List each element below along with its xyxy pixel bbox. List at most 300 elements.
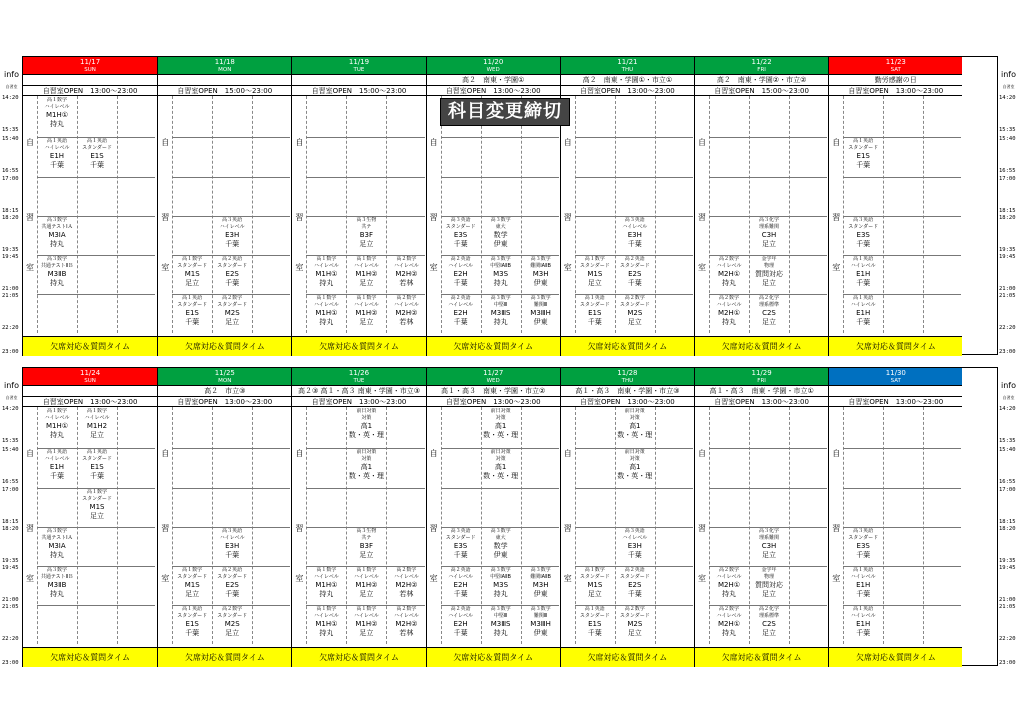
class-code: E1S: [856, 152, 870, 160]
class-level: ハイレベル: [44, 104, 70, 110]
class-teacher: 持丸: [493, 279, 508, 287]
class-level: スタンダード: [619, 613, 650, 619]
class-teacher: 足立: [185, 279, 200, 287]
time-label: 17:00: [999, 176, 1016, 182]
study-room-char: 自: [161, 138, 170, 147]
class-cell: [575, 567, 615, 604]
class-teacher: 数・英・理: [348, 472, 384, 480]
class-teacher: 持丸: [493, 629, 508, 637]
class-code: E3S: [856, 231, 870, 239]
class-level: ハイレベル: [219, 535, 245, 541]
study-room-char: 自: [698, 449, 706, 458]
class-teacher: 足立: [90, 512, 104, 520]
class-teacher: 千葉: [185, 629, 200, 637]
question-time-footer: 欠席対応＆質問タイム: [695, 336, 828, 356]
class-code: M2H①: [717, 581, 741, 589]
day-info: 勤労感謝の日: [829, 74, 962, 85]
question-time-footer: 欠席対応＆質問タイム: [427, 336, 560, 356]
class-code: 高1: [629, 463, 641, 471]
column-divider: [117, 96, 118, 333]
day-info: 高２ 南東・学園①: [427, 74, 560, 85]
study-room-char: 自: [26, 138, 34, 147]
class-teacher: 若林: [399, 318, 414, 326]
class-cell: [212, 567, 252, 604]
class-teacher: 足立: [359, 551, 374, 559]
day-date: 11/18: [158, 57, 291, 67]
class-subject: 高３数学: [530, 606, 551, 612]
class-level: ハイレベル: [448, 302, 474, 308]
study-room-char: 習: [563, 213, 572, 222]
class-level: スタンダード: [445, 535, 476, 541]
class-subject: 高２英語: [450, 606, 471, 612]
class-code: E1H: [856, 309, 871, 317]
class-teacher: 持丸: [319, 318, 334, 326]
class-level: ハイレベル: [393, 302, 419, 308]
class-cell: [386, 567, 426, 604]
time-label: 18:15: [999, 208, 1016, 214]
class-code: E2H: [453, 581, 468, 589]
row-divider: [441, 177, 559, 178]
class-teacher: 千葉: [856, 240, 871, 248]
day-column-11-25: [157, 368, 291, 667]
study-room-hours: 自習室OPEN 13:00～23:00: [292, 396, 425, 407]
class-level: ハイレベル: [313, 574, 339, 580]
day-info: [23, 385, 157, 396]
class-code: M1S: [89, 503, 105, 511]
study-room-char: 習: [295, 524, 304, 533]
class-subject: 高１数学: [356, 567, 377, 573]
day-date: 11/28: [561, 368, 694, 378]
study-room-char: 習: [698, 213, 706, 222]
day-info: 高１・高３ 南東・学園・市立①: [695, 385, 828, 396]
time-label: 18:20: [999, 215, 1016, 221]
class-teacher: 足立: [225, 318, 240, 326]
class-subject: 高１英語: [853, 606, 874, 612]
info-label: info: [3, 381, 19, 390]
class-cell: [615, 295, 655, 332]
class-subject: 高１英語: [46, 138, 67, 144]
class-code: E1S: [90, 152, 104, 160]
class-teacher: 千葉: [856, 629, 871, 637]
class-teacher: 持丸: [50, 590, 64, 598]
class-subject: 高３英語: [853, 217, 874, 223]
class-code: M1H①: [315, 581, 338, 589]
class-code: M2H②: [395, 309, 418, 317]
study-room-char: 自: [161, 449, 170, 458]
column-divider: [252, 407, 253, 644]
class-code: E2H: [453, 270, 468, 278]
class-teacher: 足立: [359, 318, 374, 326]
class-level: 対策: [629, 415, 640, 421]
day-column-11-19: [291, 57, 425, 356]
class-cell: [521, 606, 561, 643]
class-teacher: 持丸: [493, 590, 508, 598]
row-divider: [37, 294, 155, 295]
class-teacher: 持丸: [50, 551, 64, 559]
class-cell: [843, 606, 883, 643]
question-time-footer: 欠席対応＆質問タイム: [829, 336, 962, 356]
day-weekday: TUE: [292, 378, 425, 385]
class-teacher: 足立: [359, 629, 374, 637]
time-label: 21:00: [2, 597, 19, 603]
class-code: E1H: [856, 270, 871, 278]
day-weekday: THU: [561, 378, 694, 385]
class-cell: [441, 528, 481, 565]
class-subject: 高３英語: [222, 217, 243, 223]
study-room-char: 習: [698, 524, 706, 533]
class-code: C2S: [762, 309, 776, 317]
class-level: スタンダード: [848, 224, 879, 230]
day-date: 11/20: [427, 57, 560, 67]
class-level: ハイレベル: [393, 263, 419, 269]
class-code: M2H②: [395, 581, 418, 589]
row-divider: [709, 137, 827, 138]
class-code: 高1: [494, 463, 507, 471]
time-label: 18:15: [999, 519, 1016, 525]
class-subject: 高３英語: [222, 528, 243, 534]
class-teacher: 伊東: [533, 590, 548, 598]
class-code: M3ⅢS: [490, 620, 511, 628]
column-divider: [655, 407, 656, 644]
class-cell: [615, 606, 655, 643]
class-subject: 高２数学: [718, 606, 739, 612]
class-level: スタンダード: [177, 613, 208, 619]
study-room-char: 室: [563, 263, 572, 272]
class-code: M3H: [532, 581, 549, 589]
row-divider: [709, 488, 827, 489]
class-code: E1H: [856, 620, 871, 628]
class-teacher: 千葉: [453, 240, 468, 248]
column-divider: [883, 407, 884, 644]
time-label: 18:20: [999, 526, 1016, 532]
study-room-char: 室: [295, 263, 304, 272]
class-level: 物理: [763, 263, 774, 269]
row-divider: [441, 488, 559, 489]
class-cell: [843, 567, 883, 604]
class-cell: [441, 606, 481, 643]
class-teacher: 足立: [587, 279, 602, 287]
class-code: M1H2: [86, 422, 108, 430]
class-code: E1S: [185, 309, 199, 317]
class-teacher: 持丸: [722, 279, 736, 287]
class-teacher: 千葉: [225, 240, 240, 248]
study-room-char: 自: [295, 449, 304, 458]
class-cell: [306, 606, 346, 643]
study-room-hours: 自習室OPEN 13:00～23:00: [829, 85, 962, 96]
class-level: 中堅ⅠAⅡB: [490, 574, 511, 580]
row-divider: [575, 488, 693, 489]
question-time-footer: 欠席対応＆質問タイム: [23, 647, 157, 667]
class-code: 質問対応: [755, 270, 783, 278]
class-subject: 高１数学: [46, 97, 67, 103]
class-level: 理系難関: [758, 224, 779, 230]
day-date: 11/24: [23, 368, 157, 378]
question-time-footer: 欠席対応＆質問タイム: [23, 336, 157, 356]
class-cell: [77, 138, 117, 176]
time-label: 15:40: [999, 447, 1016, 453]
class-subject: 前日対策: [624, 408, 645, 414]
class-cell: [37, 217, 77, 254]
class-code: M1H①: [315, 620, 338, 628]
day-info: 高１・高３ 南東・学園・市立②: [427, 385, 560, 396]
class-code: 高1: [629, 422, 641, 430]
study-room-char: 室: [295, 574, 304, 583]
study-room-label: 自習室: [5, 84, 18, 89]
class-cell: [37, 97, 77, 136]
class-code: M3ⅢH: [530, 620, 551, 628]
day-column-11-18: [157, 57, 291, 356]
time-label: 23:00: [999, 660, 1016, 666]
class-level: 対策: [495, 415, 506, 421]
class-teacher: 千葉: [90, 161, 104, 169]
day-date: 11/17: [23, 57, 157, 67]
info-label: info: [1000, 381, 1016, 390]
class-teacher: 足立: [627, 629, 642, 637]
info-label: info: [1000, 70, 1016, 79]
class-subject: 高３生物: [356, 528, 377, 534]
class-code: M1S: [587, 581, 603, 589]
class-subject: 高３数学: [530, 295, 551, 301]
time-label: 19:35: [999, 247, 1016, 253]
class-level: ハイレベル: [353, 302, 379, 308]
study-room-char: 習: [832, 524, 841, 533]
class-code: E3H: [627, 542, 642, 550]
time-label: 15:40: [999, 136, 1016, 142]
time-label: 19:35: [2, 558, 19, 564]
class-teacher: 千葉: [587, 318, 602, 326]
class-level: 難関ⅠAⅡB: [530, 263, 551, 269]
time-label: 15:40: [2, 447, 19, 453]
class-subject: 高３数学: [46, 217, 67, 223]
column-divider: [883, 96, 884, 333]
class-code: M2H①: [717, 270, 741, 278]
class-teacher: 数・英・理: [617, 431, 653, 439]
study-room-char: 自: [295, 138, 304, 147]
class-cell: [521, 295, 561, 332]
class-teacher: 千葉: [627, 240, 642, 248]
class-level: 対策: [629, 456, 640, 462]
class-cell: [346, 606, 386, 643]
class-teacher: 持丸: [50, 240, 64, 248]
class-teacher: 持丸: [493, 318, 508, 326]
class-code: M3ⅢS: [490, 309, 511, 317]
class-cell: [843, 528, 883, 565]
question-time-footer: 欠席対応＆質問タイム: [292, 336, 425, 356]
time-label: 16:55: [2, 168, 19, 174]
class-subject: 高２英語: [450, 295, 471, 301]
time-label: 19:45: [999, 254, 1016, 260]
class-cell: [521, 567, 561, 604]
time-label: 21:05: [2, 604, 19, 610]
class-code: E2S: [225, 270, 239, 278]
class-code: 高1: [360, 463, 373, 471]
study-room-hours: 自習室OPEN 13:00～23:00: [561, 396, 694, 407]
time-label: 22:20: [999, 636, 1016, 642]
class-code: B3F: [359, 231, 374, 239]
day-column-11-17: [22, 57, 157, 356]
class-cell: [615, 449, 655, 487]
class-code: M3H: [532, 270, 549, 278]
class-cell: [709, 295, 749, 332]
class-level: 共通テストⅡＢ: [40, 263, 74, 269]
class-teacher: 伊東: [493, 551, 508, 559]
class-cell: [212, 256, 252, 293]
day-info: [23, 74, 157, 85]
class-subject: 高１英語: [853, 295, 874, 301]
day-column-11-23: [828, 57, 962, 356]
day-date: 11/23: [829, 57, 962, 67]
day-info: [829, 385, 962, 396]
study-room-label: 自習室: [1002, 395, 1015, 400]
class-cell: [615, 217, 655, 254]
class-subject: 高２英語: [450, 256, 471, 262]
class-level: スタンダード: [579, 302, 610, 308]
time-label: 23:00: [999, 349, 1016, 355]
class-subject: 高１数学: [46, 408, 67, 414]
time-label: 15:35: [999, 127, 1016, 133]
class-teacher: 伊東: [533, 629, 548, 637]
row-divider: [172, 177, 290, 178]
study-room-char: 習: [429, 213, 438, 222]
class-subject: 高２化学: [758, 295, 779, 301]
study-room-char: 室: [698, 574, 706, 583]
class-code: M3S: [493, 270, 509, 278]
class-cell: [37, 567, 77, 604]
study-room-hours: 自習室OPEN 13:00～23:00: [427, 396, 560, 407]
question-time-footer: 欠席対応＆質問タイム: [829, 647, 962, 667]
class-teacher: 千葉: [856, 551, 871, 559]
class-cell: [212, 295, 252, 332]
class-subject: 高３数学: [46, 256, 67, 262]
class-level: ハイレベル: [44, 145, 70, 151]
column-divider: [77, 96, 78, 333]
day-date: 11/30: [829, 368, 962, 378]
day-info: 高１・高３ 南東・学園・市立③: [561, 385, 694, 396]
time-label: 19:35: [999, 558, 1016, 564]
study-room-char: 自: [832, 449, 841, 458]
study-room-char: 室: [563, 574, 572, 583]
class-level: スタンダード: [579, 613, 610, 619]
day-weekday: WED: [427, 67, 560, 74]
class-level: ハイレベル: [44, 415, 70, 421]
time-label: 18:15: [2, 519, 19, 525]
time-column-left: [2, 367, 21, 666]
class-level: ハイレベル: [313, 263, 339, 269]
class-teacher: 千葉: [856, 318, 871, 326]
class-level: 東大: [495, 224, 506, 230]
class-subject: 高２英語: [450, 567, 471, 573]
class-code: E3S: [453, 231, 468, 239]
day-date: 11/19: [292, 57, 425, 67]
class-code: E1S: [185, 620, 199, 628]
class-code: 数学: [493, 542, 508, 550]
class-code: M2H①: [717, 309, 741, 317]
day-column-11-22: [694, 57, 828, 356]
class-code: 高1: [494, 422, 507, 430]
study-room-char: 室: [161, 574, 170, 583]
class-teacher: 持丸: [319, 629, 334, 637]
study-room-label: 自習室: [1002, 84, 1015, 89]
class-level: スタンダード: [217, 302, 248, 308]
class-code: M3S: [493, 581, 509, 589]
class-cell: [709, 256, 749, 293]
column-divider: [789, 96, 790, 333]
class-teacher: 千葉: [627, 590, 642, 598]
class-level: スタンダード: [619, 302, 650, 308]
class-cell: [709, 567, 749, 604]
class-cell: [441, 217, 481, 254]
class-level: ハイレベル: [44, 456, 70, 462]
class-teacher: 千葉: [627, 279, 642, 287]
day-date: 11/27: [427, 368, 560, 378]
class-cell: [77, 449, 117, 487]
column-divider: [923, 96, 924, 333]
class-level: スタンダード: [177, 263, 208, 269]
time-label: 19:45: [999, 565, 1016, 571]
day-weekday: SAT: [829, 67, 962, 74]
class-teacher: 千葉: [453, 318, 468, 326]
question-time-footer: 欠席対応＆質問タイム: [427, 647, 560, 667]
class-code: E1H: [49, 463, 65, 471]
study-room-char: 室: [832, 574, 841, 583]
class-cell: [346, 528, 386, 565]
class-subject: 高１英語: [853, 567, 874, 573]
time-label: 23:00: [2, 660, 19, 666]
class-level: スタンダード: [579, 263, 610, 269]
class-cell: [37, 449, 77, 487]
class-subject: 高２数学: [396, 295, 417, 301]
study-room-hours: 自習室OPEN 13:00～23:00: [23, 85, 157, 96]
class-cell: [172, 606, 212, 643]
class-subject: 高１英語: [853, 138, 874, 144]
study-room-char: 自: [563, 449, 572, 458]
class-teacher: 千葉: [90, 472, 104, 480]
class-level: スタンダード: [177, 574, 208, 580]
class-level: 共通テストⅠＡ: [41, 224, 73, 230]
row-divider: [441, 137, 559, 138]
class-cell: [749, 256, 789, 293]
study-room-char: 室: [832, 263, 841, 272]
class-subject: 高１英語: [86, 449, 107, 455]
class-teacher: 数・英・理: [483, 472, 519, 480]
class-cell: [749, 217, 789, 254]
class-code: M3ⅠA: [48, 231, 66, 239]
row-divider: [843, 177, 961, 178]
class-teacher: 千葉: [856, 590, 871, 598]
class-teacher: 伊東: [533, 279, 548, 287]
time-label: 14:20: [999, 95, 1016, 101]
class-subject: 高１数学: [356, 606, 377, 612]
class-subject: 高１数学: [182, 256, 203, 262]
class-level: 東大: [495, 535, 506, 541]
class-subject: 高３数学: [490, 567, 511, 573]
class-subject: 高１英語: [584, 295, 605, 301]
day-weekday: THU: [561, 67, 694, 74]
class-cell: [441, 256, 481, 293]
class-teacher: 足立: [359, 240, 374, 248]
time-label: 14:20: [2, 406, 19, 412]
time-label: 18:20: [2, 215, 19, 221]
class-level: スタンダード: [82, 496, 112, 502]
class-subject: 高１数学: [316, 606, 337, 612]
time-label: 17:00: [999, 487, 1016, 493]
time-label: 21:00: [2, 286, 19, 292]
class-teacher: 持丸: [722, 318, 736, 326]
study-room-char: 自: [26, 449, 34, 458]
study-room-char: 自: [563, 138, 572, 147]
day-info: 高２ 南東・学園②・市立②: [695, 74, 828, 85]
row-divider: [575, 177, 693, 178]
